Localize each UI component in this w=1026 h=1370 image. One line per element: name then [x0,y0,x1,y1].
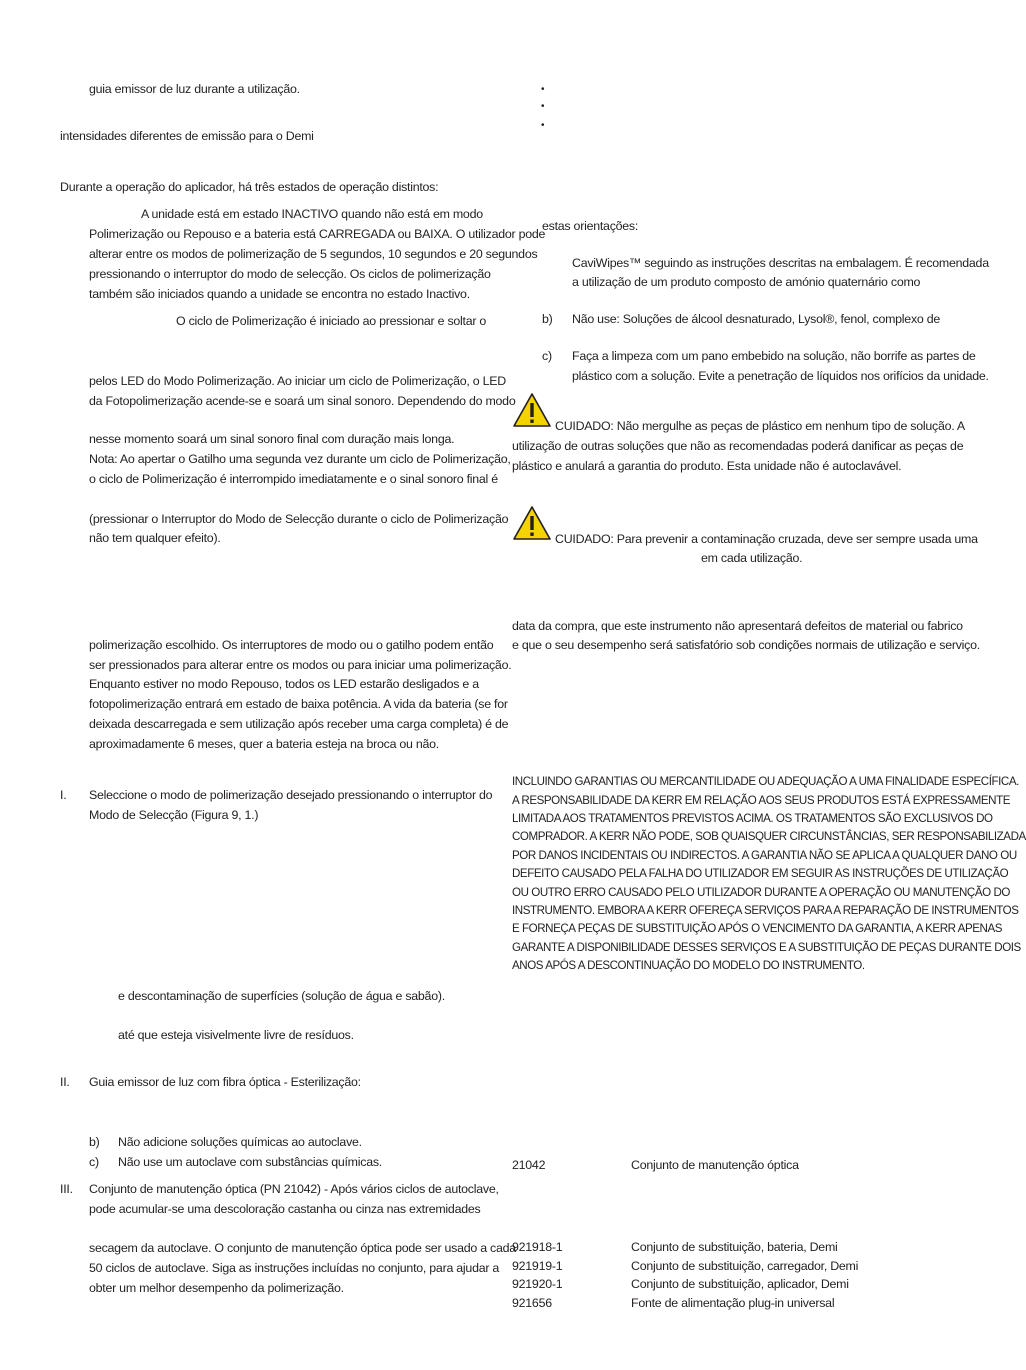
disclaimer-line: LIMITADA AOS TRATAMENTOS PREVISTOS ACIMA. OS TRATAMENTOS SÃO EXCLUSIVOS DO [512,812,993,825]
text-line: Conjunto de manutenção óptica (PN 21042) - Após vários ciclos de autoclave, [89,1182,499,1196]
part-number: 21042 [512,1158,546,1172]
disclaimer-line: INSTRUMENTO. EMBORA A KERR OFEREÇA SERVIÇOS PARA A REPARAÇÃO DE INSTRUMENTOS [512,904,1019,917]
text-line: o ciclo de Polimerização é interrompido imediatamente e o sinal sonoro final é [89,472,498,486]
text-line: Guia emissor de luz com fibra óptica - Esterilização: [89,1075,361,1089]
text-line: O ciclo de Polimerização é iniciado ao pressionar e soltar o [176,314,487,328]
text-line: deixada descarregada e sem utilização após receber uma carga completa) é de [89,717,509,731]
warning-triangle-icon [512,505,552,541]
text-line: da Fotopolimerização acende-se e soará um sinal sonoro. Dependendo do modo [89,394,516,408]
disclaimer-line: E FORNEÇA PEÇAS DE SUBSTITUIÇÃO APÓS O VENCIMENTO DA GARANTIA, A KERR APENAS [512,922,1003,935]
text-line: Não use um autoclave com substâncias químicas. [118,1155,382,1169]
text-line: Enquanto estiver no modo Repouso, todos os LED estarão desligados e a [89,677,479,691]
part-number: 921920-1 [512,1277,563,1291]
list-letter: c) [542,349,552,363]
caution-text: utilização de outras soluções que não as recomendadas poderá danificar as peças de [512,439,964,453]
text-line: polimerização escolhido. Os interruptores de modo ou o gatilho podem então [89,638,494,652]
text-line: não tem qualquer efeito). [89,531,221,545]
text-line: Não use: Soluções de álcool desnaturado, Lysol®, fenol, complexo de [572,312,941,326]
disclaimer-line: OU OUTRO ERRO CAUSADO PELO UTILIZADOR DURANTE A OPERAÇÃO OU MANUTENÇÃO DO [512,886,1010,899]
list-letter: b) [89,1135,100,1149]
text-line: até que esteja visivelmente livre de resíduos. [118,1028,354,1042]
text-line: intensidades diferentes de emissão para o Demi [60,129,314,143]
list-letter: c) [89,1155,99,1169]
text-line: secagem da autoclave. O conjunto de manutenção óptica pode ser usado a cada [89,1241,516,1255]
text-line: obter um melhor desempenho da polimerização. [89,1281,344,1295]
text-line: e que o seu desempenho será satisfatório sob condições normais de utilização e serviço. [512,638,980,652]
caution-text: CUIDADO: Não mergulhe as peças de plástico em nenhum tipo de solução. A [555,419,965,433]
text-line: guia emissor de luz durante a utilização. [89,82,300,96]
text-line: Nota: Ao apertar o Gatilho uma segunda vez durante um ciclo de Polimerização, [89,452,511,466]
text-line: 50 ciclos de autoclave. Siga as instruções incluídas no conjunto, para ajudar a [89,1261,500,1275]
disclaimer-line: ANOS APÓS A DESCONTINUAÇÃO DO MODELO DO INSTRUMENTO. [512,959,865,972]
part-description: Fonte de alimentação plug-in universal [631,1296,835,1310]
disclaimer-line: POR DANOS INCIDENTAIS OU INDIRECTOS. A GARANTIA NÃO SE APLICA A QUALQUER DANO OU [512,849,1017,862]
text-line: Faça a limpeza com um pano embebido na solução, não borrife as partes de [572,349,976,363]
part-description: Conjunto de substituição, bateria, Demi [631,1240,838,1254]
caution-text: CUIDADO: Para prevenir a contaminação cruzada, deve ser sempre usada uma [555,532,978,546]
bullet: • [541,101,545,112]
bullet: • [541,84,545,95]
text-line: a utilização de um produto composto de amónio quaternário como [572,275,921,289]
part-description: Conjunto de substituição, carregador, Demi [631,1259,859,1273]
text-line: Não adicione soluções químicas ao autoclave. [118,1135,362,1149]
disclaimer-line: DEFEITO CAUSADO PELA FALHA DO UTILIZADOR EM SEGUIR AS INSTRUÇÕES DE UTILIZAÇÃO [512,867,1009,880]
text-line: Modo de Selecção (Figura 9, 1.) [89,808,259,822]
text-line: pelos LED do Modo Polimerização. Ao iniciar um ciclo de Polimerização, o LED [89,374,506,388]
part-description: Conjunto de manutenção óptica [631,1158,799,1172]
text-line: e descontaminação de superfícies (solução de água e sabão). [118,989,445,1003]
text-line: pode acumular-se uma descoloração castanha ou cinza nas extremidades [89,1202,481,1216]
text-line: aproximadamente 6 meses, quer a bateria esteja na broca ou não. [89,737,439,751]
list-number: I. [60,788,67,802]
text-line: CaviWipes™ seguindo as instruções descritas na embalagem. É recomendada [572,256,989,270]
list-number: II. [60,1075,70,1089]
text-line: Polimerização ou Repouso e a bateria está CARREGADA ou BAIXA. O utilizador pode [89,227,546,241]
caution-text: plástico e anulará a garantia do produto. Esta unidade não é autoclavável. [512,459,902,473]
part-number: 921918-1 [512,1240,563,1254]
text-line: ser pressionados para alterar entre os modos ou para iniciar uma polimerização. [89,658,512,672]
list-number: III. [60,1182,73,1196]
text-line: Durante a operação do aplicador, há três estados de operação distintos: [60,180,439,194]
list-letter: b) [542,312,553,326]
part-number: 921656 [512,1296,552,1310]
text-line: plástico com a solução. Evite a penetração de líquidos nos orifícios da unidade. [572,369,989,383]
caution-text: em cada utilização. [701,551,803,565]
text-line: (pressionar o Interruptor do Modo de Selecção durante o ciclo de Polimerização [89,512,509,526]
text-line: estas orientações: [542,219,639,233]
part-number: 921919-1 [512,1259,563,1273]
disclaimer-line: INCLUINDO GARANTIAS OU MERCANTILIDADE OU ADEQUAÇÃO A UMA FINALIDADE ESPECÍFICA. [512,775,1019,788]
text-line: pressionando o interruptor do modo de selecção. Os ciclos de polimerização [89,267,491,281]
text-line: fotopolimerização entrará em estado de baixa potência. A vida da bateria (se for [89,697,508,711]
text-line: nesse momento soará um sinal sonoro final com duração mais longa. [89,432,455,446]
text-line: data da compra, que este instrumento não apresentará defeitos de material ou fabrico [512,619,963,633]
disclaimer-line: A RESPONSABILIDADE DA KERR EM RELAÇÃO AOS SEUS PRODUTOS ESTÁ EXPRESSAMENTE [512,794,1011,807]
bullet: • [541,120,545,131]
text-line: também são iniciados quando a unidade se encontra no estado Inactivo. [89,287,470,301]
disclaimer-line: GARANTE A DISPONIBILIDADE DESSES SERVIÇOS E A SUBSTITUIÇÃO DE PEÇAS DURANTE DOIS [512,941,1021,954]
text-line: A unidade está em estado INACTIVO quando não está em modo [141,207,483,221]
text-line: alterar entre os modos de polimerização de 5 segundos, 10 segundos e 20 segundos [89,247,538,261]
disclaimer-line: COMPRADOR. A KERR NÃO PODE, SOB QUAISQUER CIRCUNSTÂNCIAS, SER RESPONSABILIZADA [512,830,1026,843]
warning-triangle-icon [512,392,552,428]
text-line: Seleccione o modo de polimerização desejado pressionando o interruptor do [89,788,493,802]
part-description: Conjunto de substituição, aplicador, Demi [631,1277,849,1291]
